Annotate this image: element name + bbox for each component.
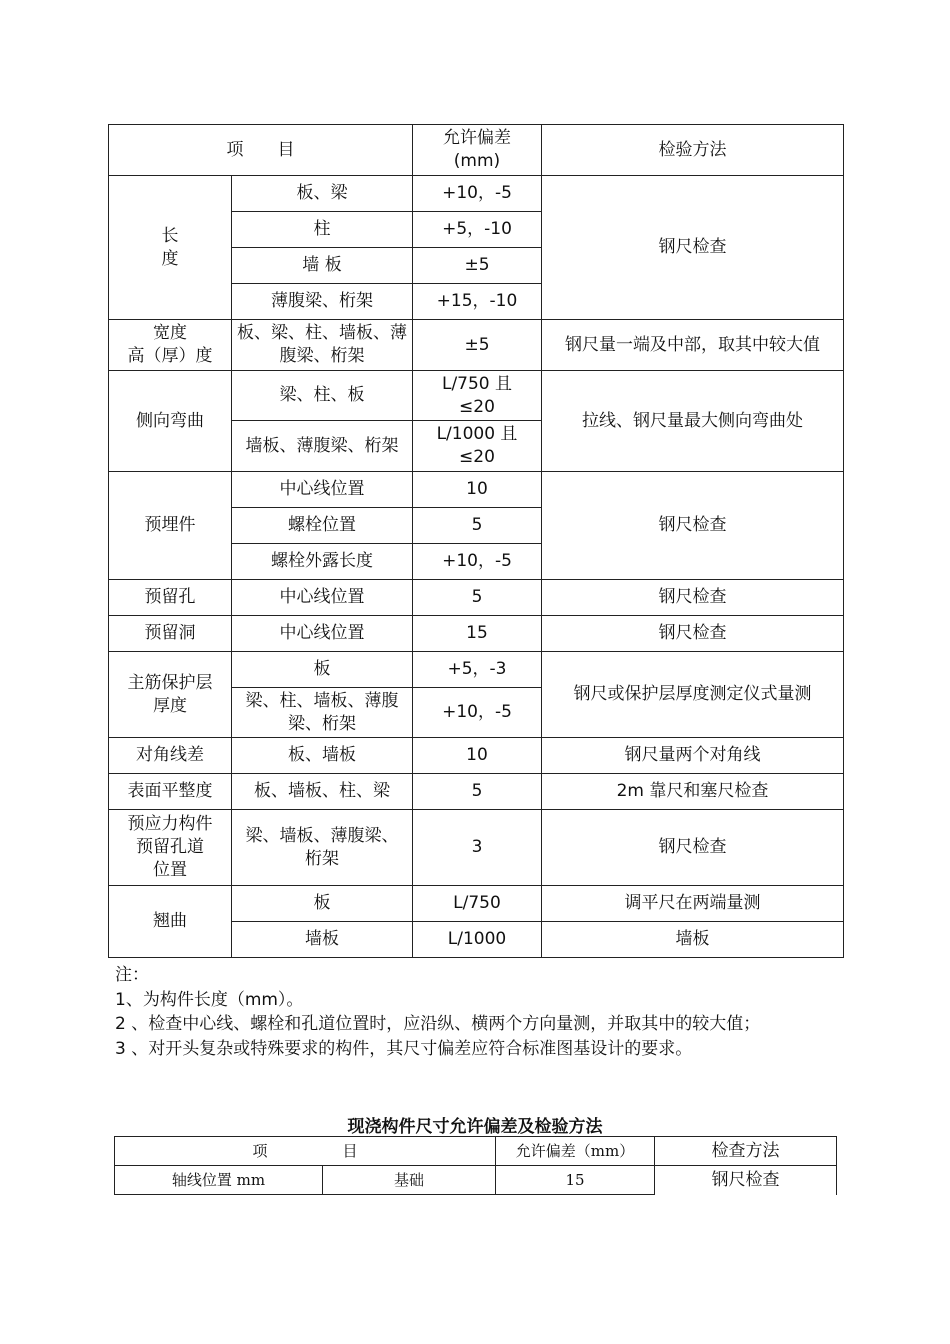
method-cell: 钢尺检查 <box>542 472 844 580</box>
row-label-embed: 预埋件 <box>109 472 232 580</box>
tolerance-value: 5 <box>413 774 542 810</box>
sub-item: 梁、墙板、薄腹梁、 桁架 <box>232 810 413 886</box>
sub-item: 中心线位置 <box>232 616 413 652</box>
sub-item: 螺栓位置 <box>232 508 413 544</box>
second-table-title: 现浇构件尺寸允许偏差及检验方法 <box>347 1117 603 1137</box>
row-label-width: 宽度 高（厚）度 <box>109 320 232 371</box>
tolerance-value: 15 <box>496 1166 655 1195</box>
sub-item: 墙板、薄腹梁、桁架 <box>232 421 413 472</box>
note-line: 2 、检查中心线、螺栓和孔道位置时，应沿纵、横两个方向量测，并取其中的较大值； <box>115 1014 761 1034</box>
row-label-axis: 轴线位置 mm <box>115 1166 323 1195</box>
tolerance-value: +15，-10 <box>413 284 542 320</box>
method-cell: 钢尺量一端及中部，取其中较大值 <box>542 320 844 371</box>
sub-item: 梁、柱、板 <box>232 371 413 421</box>
tolerance-value: ±5 <box>413 320 542 371</box>
tolerance-value: +10，-5 <box>413 176 542 212</box>
tolerance-value: 5 <box>413 508 542 544</box>
note-line: 1、为构件长度（mm）。 <box>115 989 304 1010</box>
tolerance-value: +10，-5 <box>413 544 542 580</box>
row-label-length: 长 度 <box>109 176 232 320</box>
row-label-opening: 预留洞 <box>109 616 232 652</box>
tolerance-table <box>108 124 844 958</box>
header-item: 项 目 <box>115 1137 496 1166</box>
header-method: 检验方法 <box>542 125 844 176</box>
tolerance-value: L/750 且 ≤20 <box>413 371 542 421</box>
header-tolerance: 允许偏差（mm） <box>496 1137 655 1166</box>
tolerance-value: 5 <box>413 580 542 616</box>
sub-item: 薄腹梁、桁架 <box>232 284 413 320</box>
sub-item: 墙 板 <box>232 248 413 284</box>
tolerance-value: 3 <box>413 810 542 886</box>
method-cell: 钢尺检查 <box>542 616 844 652</box>
header-method: 检查方法 <box>655 1137 837 1166</box>
sub-item: 螺栓外露长度 <box>232 544 413 580</box>
method-cell: 拉线、钢尺量最大侧向弯曲处 <box>542 371 844 472</box>
method-cell: 2m 靠尺和塞尺检查 <box>542 774 844 810</box>
method-cell: 钢尺检查 <box>655 1166 837 1195</box>
sub-item: 柱 <box>232 212 413 248</box>
sub-item: 墙板 <box>232 922 413 958</box>
tolerance-value: L/1000 <box>413 922 542 958</box>
method-cell: 钢尺或保护层厚度测定仪式量测 <box>542 652 844 738</box>
sub-item: 基础 <box>323 1166 496 1195</box>
tolerance-value: L/750 <box>413 886 542 922</box>
note-heading: 注： <box>115 965 149 985</box>
row-label-diagonal: 对角线差 <box>109 738 232 774</box>
method-cell: 钢尺检查 <box>542 810 844 886</box>
tolerance-value: 10 <box>413 738 542 774</box>
tolerance-value: ±5 <box>413 248 542 284</box>
tolerance-value: L/1000 且 ≤20 <box>413 421 542 472</box>
sub-item: 中心线位置 <box>232 580 413 616</box>
method-cell: 调平尺在两端量测 <box>542 886 844 922</box>
row-label-warp: 翘曲 <box>109 886 232 958</box>
sub-item: 板、墙板 <box>232 738 413 774</box>
notes-block <box>115 963 760 1061</box>
tolerance-value: +5，-3 <box>413 652 542 688</box>
row-label-hole: 预留孔 <box>109 580 232 616</box>
method-cell: 钢尺检查 <box>542 580 844 616</box>
cast-in-place-table <box>114 1136 837 1195</box>
tolerance-value: +10，-5 <box>413 688 542 738</box>
sub-item: 梁、柱、墙板、薄腹 梁、桁架 <box>232 688 413 738</box>
sub-item: 板、墙板、柱、梁 <box>232 774 413 810</box>
row-label-prestress: 预应力构件 预留孔道 位置 <box>109 810 232 886</box>
method-cell: 钢尺量两个对角线 <box>542 738 844 774</box>
method-cell: 墙板 <box>542 922 844 958</box>
note-line: 3 、对开头复杂或特殊要求的构件，其尺寸偏差应符合标准图基设计的要求。 <box>115 1038 693 1059</box>
sub-item: 板 <box>232 886 413 922</box>
sub-item: 中心线位置 <box>232 472 413 508</box>
sub-item: 板 <box>232 652 413 688</box>
row-label-cover: 主筋保护层 厚度 <box>109 652 232 738</box>
row-label-flatness: 表面平整度 <box>109 774 232 810</box>
header-tolerance: 允许偏差 (mm) <box>413 125 542 176</box>
tolerance-value: +5，-10 <box>413 212 542 248</box>
row-label-bend: 侧向弯曲 <box>109 371 232 472</box>
tolerance-value: 10 <box>413 472 542 508</box>
method-cell: 钢尺检查 <box>542 176 844 320</box>
sub-item: 板、梁 <box>232 176 413 212</box>
tolerance-value: 15 <box>413 616 542 652</box>
header-item: 项 目 <box>109 125 413 176</box>
sub-item: 板、梁、柱、墙板、薄 腹梁、桁架 <box>232 320 413 371</box>
